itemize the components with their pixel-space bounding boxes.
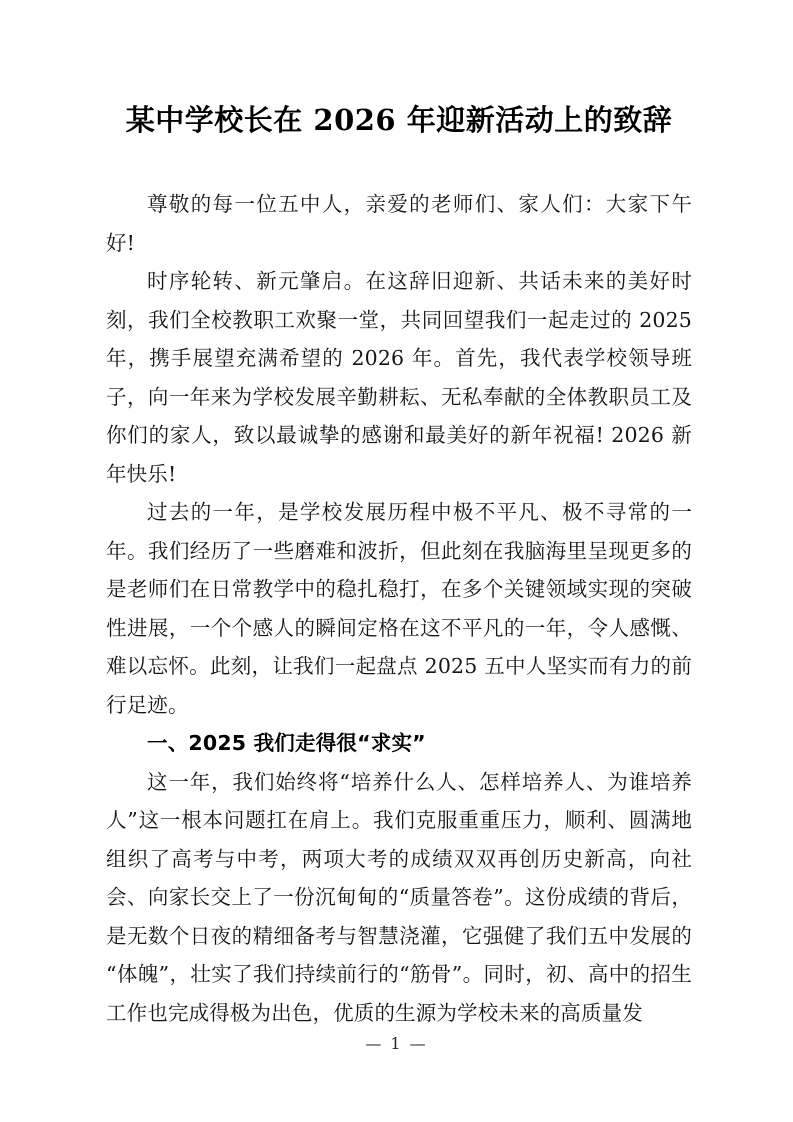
document-body: [106, 0, 692, 1032]
paragraph-greeting: 时序轮转、新元肇启。在这辞旧迎新、共话未来的美好时刻，我们全校教职工欢聚一堂，共同回望我们一起走过的 2025 年，携手展望充满希望的 2026 年。首先，我代表学校领导班子，向一年来为学校发展辛勤耕耘、无私奉献的全体教职员工及你们的家人，致以最诚挚的感谢和最美好的新年祝福! 2026 新年快乐!: [106, 269, 692, 486]
page-title: 某中学校长在 2026 年迎新活动上的致辞: [125, 103, 673, 137]
page-number-footer: — 1 —: [365, 1034, 428, 1053]
paragraph-year-review: 过去的一年，是学校发展历程中极不平凡、极不寻常的一年。我们经历了一些磨难和波折，但此刻在我脑海里呈现更多的是老师们在日常教学中的稳扎稳打，在多个关键领域实现的突破性进展，一个个感人的瞬间定格在这不平凡的一年，令人感慨、难以忘怀。此刻，让我们一起盘点 2025 五中人坚实而有力的前行足迹。: [106, 500, 692, 717]
paragraph-section-one-body: 这一年，我们始终将“培养什么人、怎样培养人、为谁培养人”这一根本问题扛在肩上。我们克服重重压力，顺利、圆满地组织了高考与中考，两项大考的成绩双双再创历史新高，向社会、向家长交上了一份沉甸甸的“质量答卷”。这份成绩的背后，是无数个日夜的精细备考与智慧浇灌，它强健了我们五中发展的“体魄”，壮实了我们持续前行的“筋骨”。同时，初、高中的招生工作也完成得极为出色，优质的生源为学校未来的高质量发: [106, 769, 692, 1025]
section-heading-one: 一、2025 我们走得很“求实”: [147, 731, 426, 755]
paragraph-salutation: 尊敬的每一位五中人，亲爱的老师们、家人们：大家下午好!: [106, 192, 692, 255]
